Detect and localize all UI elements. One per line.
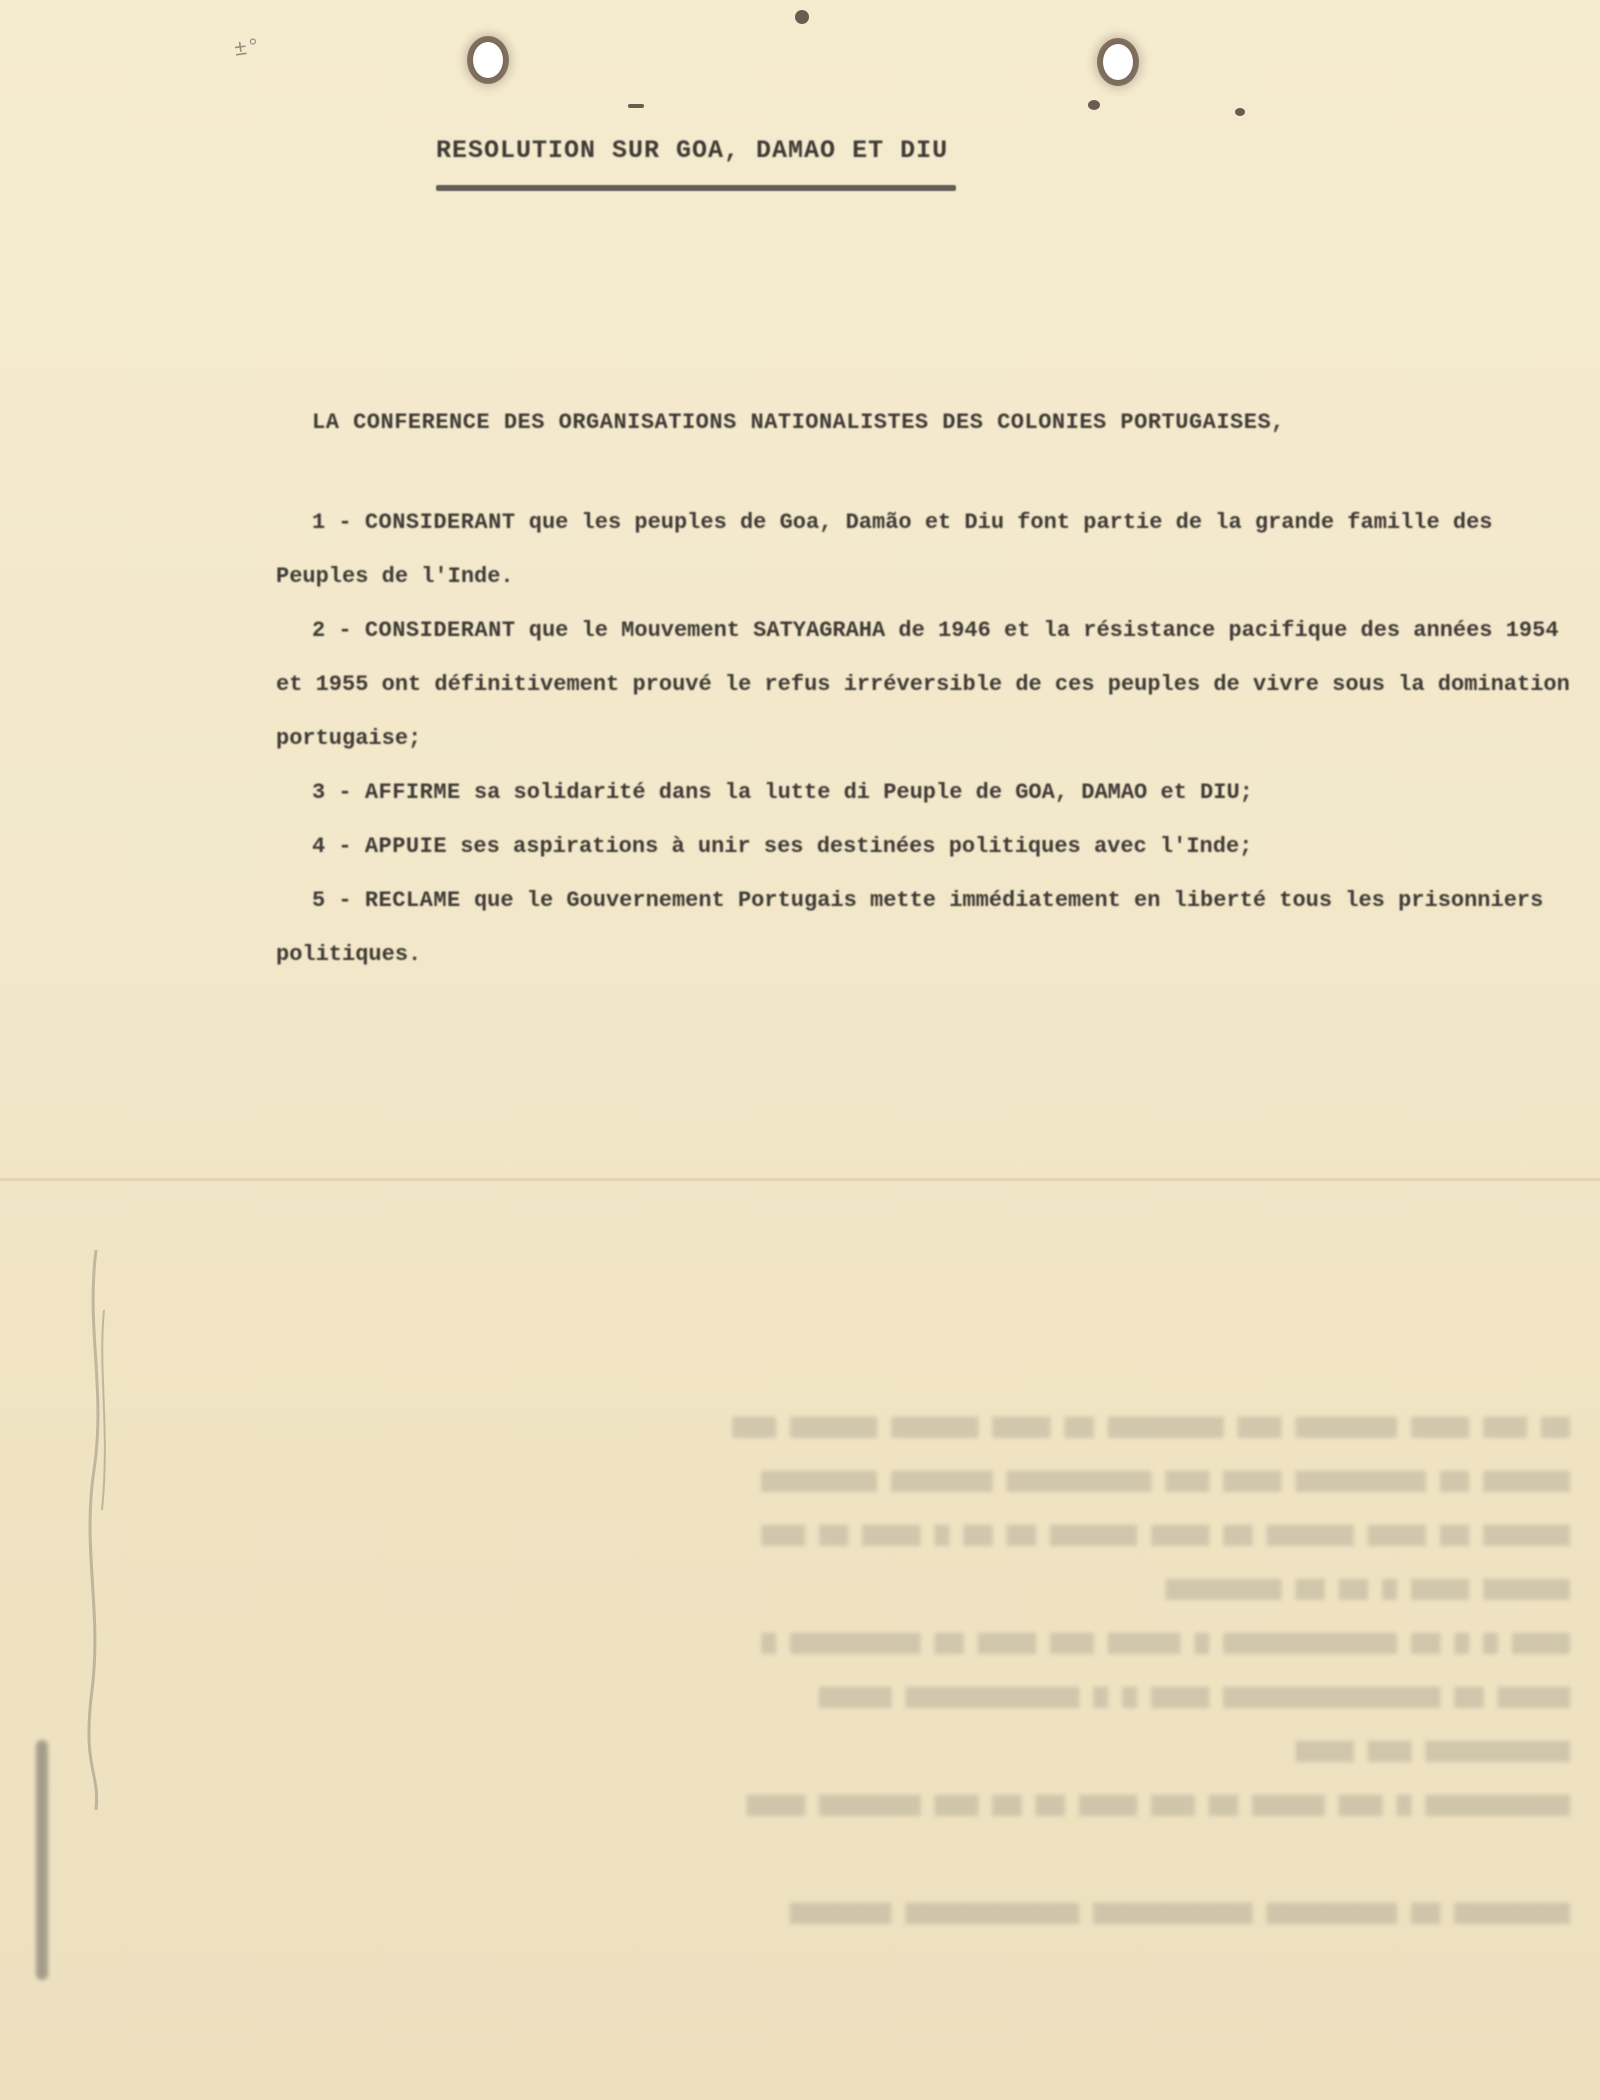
clause-text: sa solidarité dans la lutte di Peuple de GOA, DAMAO et DIU;: [473, 780, 1253, 805]
clause-text: ses aspirations à unir ses destinées politiques avec l'Inde;: [460, 834, 1253, 859]
punch-hole-left: [473, 42, 503, 78]
clause-5: [276, 874, 1590, 982]
clause-3: [276, 766, 1590, 820]
clause-number: 5 -: [312, 888, 352, 913]
clause-2: [276, 604, 1590, 766]
punch-hole-right: [1103, 44, 1133, 80]
clause-text: que le Mouvement SATYAGRAHA de 1946 et la résistance pacifique des années 1954 et 1955 ont définitivement prouvé le refus irréversible de ces peuples de vivre sous la domination portugaise;: [276, 618, 1570, 751]
ink-spot: [1088, 100, 1100, 110]
clause-text: que les peuples de Goa, Damão et Diu font partie de la grande famille des Peuples de l'Inde.: [276, 510, 1493, 589]
clause-4: [276, 820, 1590, 874]
paper-fold-line: [0, 1178, 1600, 1181]
clause-number: 2 -: [312, 618, 352, 643]
clause-text: que le Gouvernement Portugais mette immédiatement en liberté tous les prisonniers politiques.: [276, 888, 1544, 967]
title-underline: [436, 185, 956, 191]
margin-pencil-bar: [36, 1740, 48, 1980]
clause-number: 1 -: [312, 510, 352, 535]
margin-pencil-scribble: [76, 1250, 116, 1810]
ink-spot: [795, 10, 809, 24]
clause-verb: CONSIDERANT: [364, 618, 516, 643]
clause-verb: AFFIRME: [364, 780, 461, 805]
clause-verb: APPUIE: [364, 834, 448, 859]
bleed-through-text: ▆▆ ▆▆▆ ▆▆▆▆ ▆▆▆▆▆▆▆ ▆▆▆ ▆▆▆▆▆▆▆▆ ▆▆ ▆▆▆▆ ▆▆▆▆▆▆ ▆▆▆▆▆▆ ▆▆▆ ▆▆▆▆▆▆ ▆▆ ▆▆▆▆▆▆▆▆▆ ▆▆▆▆ ▆▆▆ ▆▆▆▆▆▆▆▆▆▆ ▆▆▆▆▆▆▆ ▆▆▆▆▆▆▆▆ ▆▆▆▆▆▆ ▆▆ ▆▆▆▆ ▆▆▆▆▆▆ ▆▆ ▆▆▆▆ ▆▆▆▆▆▆ ▆▆ ▆▆ ▆ ▆▆▆▆ ▆▆ ▆▆▆ ▆▆▆▆▆▆ ▆▆▆▆ ▆ ▆▆ ▆▆ ▆▆▆▆▆▆▆▆ ▆▆▆▆ ▆ ▆ ▆▆ ▆▆▆▆▆▆▆▆▆▆▆▆ ▆ ▆▆▆▆▆ ▆▆▆ ▆▆▆▆ ▆▆ ▆▆▆▆▆▆▆▆▆ ▆ ▆▆▆▆▆ ▆▆ ▆▆▆▆▆▆▆▆▆▆▆▆▆▆▆ ▆▆▆▆ ▆ ▆ ▆▆▆▆▆▆▆▆▆▆▆▆ ▆▆▆▆▆ ▆▆▆▆▆▆▆▆▆▆ ▆▆▆ ▆▆▆▆ ▆▆▆▆▆▆▆▆▆▆ ▆ ▆▆▆ ▆▆▆▆▆ ▆▆ ▆▆▆ ▆▆▆▆ ▆▆ ▆▆ ▆▆▆ ▆▆▆▆▆▆▆ ▆▆▆▆ ▆▆▆▆▆▆▆▆ ▆▆ ▆▆▆▆▆▆▆▆▆ ▆▆▆▆▆▆▆▆▆▆▆ ▆▆▆▆▆▆▆▆▆▆▆▆ ▆▆▆▆▆▆▆: [732, 1413, 1570, 1926]
corner-pencil-mark: ±°: [232, 34, 263, 63]
resolution-body: [276, 396, 1590, 982]
ink-spot: [1235, 108, 1245, 116]
ink-spot: [628, 104, 644, 108]
clause-verb: RECLAME: [364, 888, 461, 913]
preamble: LA CONFERENCE DES ORGANISATIONS NATIONALISTES DES COLONIES PORTUGAISES,: [312, 410, 1285, 435]
document-title: RESOLUTION SUR GOA, DAMAO ET DIU: [436, 136, 949, 165]
clause-verb: CONSIDERANT: [364, 510, 516, 535]
clause-number: 3 -: [312, 780, 352, 805]
clause-number: 4 -: [312, 834, 352, 859]
clause-1: [276, 496, 1590, 604]
